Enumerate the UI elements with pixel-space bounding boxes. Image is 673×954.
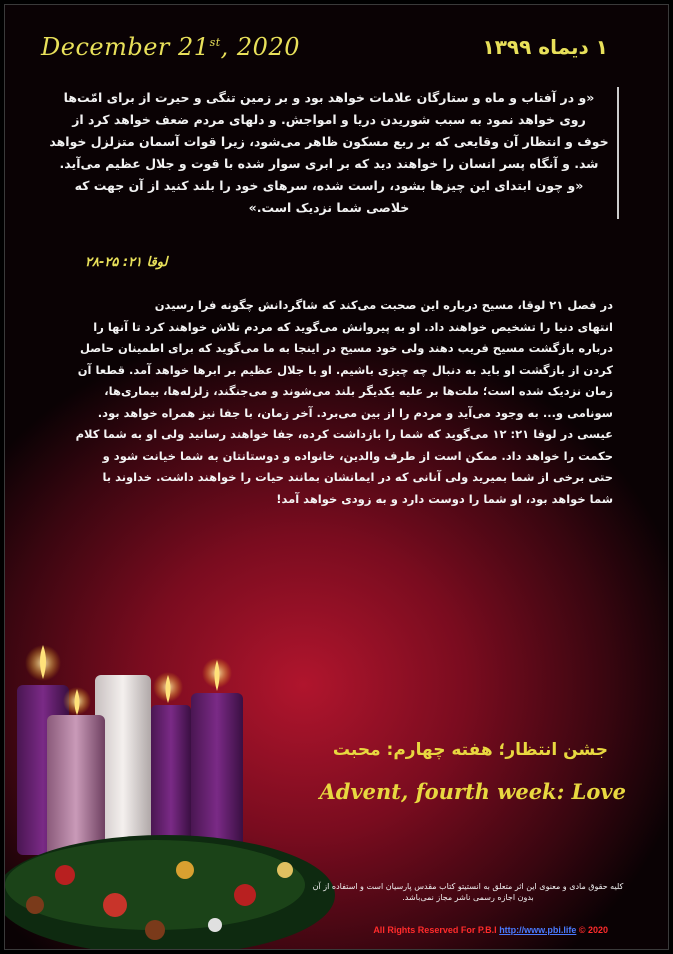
quote-line: شد. و آنگاه پسر انسان را خواهند دید که بر ابری سوار شده با قوت و جلال عظیم می‌آید.	[59, 156, 599, 171]
body-line: کردن از بازگشت او باید به دنبال چه چیزی باشیم. او با جلال عظیم بر ابرها خواهد آمد. قطعا آن	[77, 362, 613, 377]
scripture-quote	[49, 87, 619, 219]
advent-title-persian: جشن انتظار؛ هفته چهارم: محبت	[332, 740, 608, 760]
body-line: سونامی و... به وجود می‌آید و مردم را از بین می‌برد. آخر زمان، با جفا نیز همراه خواهد بود.	[97, 405, 613, 420]
date-en-main: December 21	[41, 33, 210, 61]
body-line: حکمت را خواهد داد. ممکن است از طرف والدین، خانواده و دوستانتان به شما خیانت شود و	[102, 448, 613, 463]
body-line: عیسی در لوقا ۲۱: ۱۲ می‌گوید که شما را بازداشت کرده، جفا خواهند رسانید ولی او به شما کلام	[75, 427, 613, 441]
body-line: درباره بازگشت مسیح فریب دهند ولی خود مسیح در اینجا به ما می‌گوید که برای اطمینان حاصل	[80, 341, 613, 355]
body-line: زمان نزدیک شده است؛ ملت‌ها بر علیه یکدیگر بلند می‌شوند و می‌جنگند، زلزله‌ها، بیماری‌ها،	[104, 384, 613, 398]
body-line: شما خواهد بود، او شما را دوست دارد و به زودی خواهد آمد!	[276, 491, 613, 506]
quote-line: روی خواهد نمود به سبب شوریدن دریا و امواجش. و دلهای مردم ضعف خواهد کرد از	[72, 112, 586, 127]
date-en-year: , 2020	[220, 33, 300, 61]
advent-title-english: Advent, fourth week: Love	[319, 779, 626, 804]
scripture-reference: لوقا ۲۱: ۲۵-۲۸	[85, 255, 168, 270]
website-link[interactable]: http://www.pbi.life	[499, 925, 577, 935]
rights-fa-line: کلیه حقوق مادی و معنوی این اثر متعلق به انستیتو کتاب مقدس پارسیان است و استفاده از آن	[312, 882, 624, 891]
body-line: انتهای دنیا را تشخیص خواهند داد. او به پیروانش می‌گوید که مردم تلاش خواهند کرد تا آنها را	[93, 319, 613, 334]
rights-notice-persian	[308, 881, 628, 903]
body-line: در فصل ۲۱ لوقا، مسیح درباره این صحبت می‌کند که شاگردانش چگونه فرا رسیدن	[154, 298, 613, 312]
rights-fa-line: بدون اجازه رسمی ناشر مجاز نمی‌باشد.	[402, 893, 534, 902]
date-en-suffix: st	[209, 36, 221, 49]
quote-line: «و در آفتاب و ماه و ستارگان علامات خواهد بود و بر زمین تنگی و حیرت از برای امّت‌ها	[63, 90, 595, 105]
body-line: حتی برخی از شما بمیرید ولی آنانی که در ایمانشان بمانند حیات را خواهند داشت. خداوند با	[102, 470, 613, 484]
advent-page	[4, 4, 669, 950]
rights-notice-english	[373, 925, 608, 935]
quote-line: خلاصی شما نزدیک است.»	[248, 200, 410, 215]
date-persian: ۱ دیماه ۱۳۹۹	[482, 35, 608, 59]
quote-line: خوف و انتظار آن وقایعی که بر ربع مسکون ظاهر می‌شود، زیرا قوات آسمان متزلزل خواهد	[49, 134, 609, 149]
date-english	[41, 33, 300, 61]
advent-candles-image	[5, 605, 335, 949]
rights-en-prefix: All Rights Reserved For P.B.I	[373, 925, 500, 935]
devotional-body	[45, 295, 613, 510]
rights-en-suffix: © 2020	[576, 925, 608, 935]
quote-line: «و چون ابتدای این چیزها بشود، راست شده، سرهای خود را بلند کنید از آن جهت که	[74, 178, 584, 193]
